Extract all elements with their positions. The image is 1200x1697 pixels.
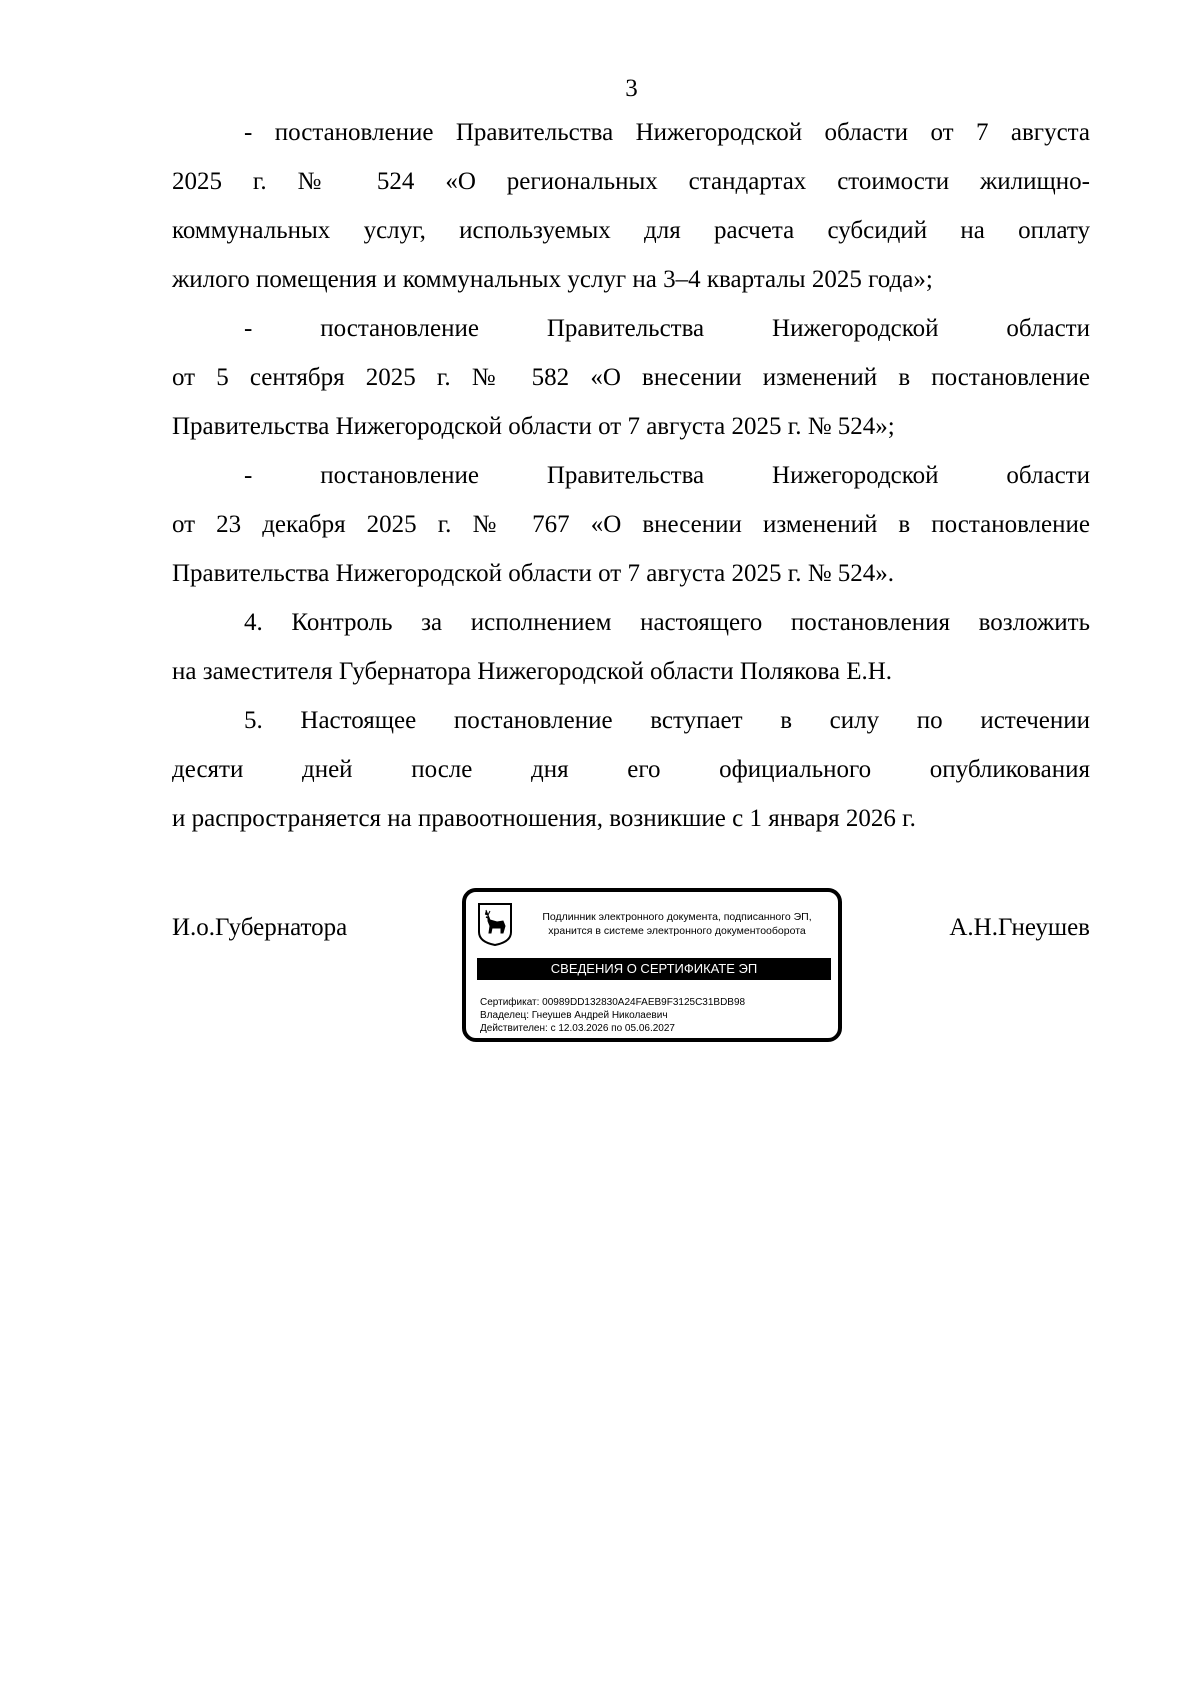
electronic-signature-stamp [462, 888, 842, 1042]
text-line: 5. Настоящее постановление вступает в силу по истечении [244, 707, 1090, 734]
certificate-owner: Владелец: Гнеушев Андрей Николаевич [480, 1010, 668, 1021]
document-body [172, 108, 1090, 843]
paragraph-effective-date [172, 696, 1090, 843]
text-line: от 23 декабря 2025 г. № 767 «О внесении изменений в постановление [172, 511, 1090, 538]
signatory-name: А.Н.Гнеушев [949, 914, 1090, 941]
text-line: на заместителя Губернатора Нижегородской области Полякова Е.Н. [172, 658, 893, 685]
paragraph-item-2 [172, 304, 1090, 451]
certificate-validity: Действителен: с 12.03.2026 по 05.06.2027 [480, 1023, 675, 1034]
deer-emblem-icon [477, 902, 513, 946]
text-line: от 5 сентября 2025 г. № 582 «О внесении изменений в постановление [172, 364, 1090, 391]
certificate-details [480, 996, 745, 1035]
text-line: - постановление Правительства Нижегородской области от 7 августа [244, 119, 1090, 146]
text-line: десяти дней после дня его официального опубликования [172, 756, 1090, 783]
text-line: и распространяется на правоотношения, возникшие с 1 января 2026 г. [172, 805, 916, 832]
page-number: 3 [625, 75, 638, 102]
text-line: - постановление Правительства Нижегородской области [244, 315, 1090, 342]
stamp-note [532, 910, 822, 938]
paragraph-item-3 [172, 451, 1090, 598]
paragraph-control [172, 598, 1090, 696]
stamp-note-line: хранится в системе электронного документооборота [548, 925, 806, 937]
text-line: Правительства Нижегородской области от 7 августа 2025 г. № 524». [172, 560, 895, 587]
text-line: - постановление Правительства Нижегородской области [244, 462, 1090, 489]
text-line: 2025 г. № 524 «О региональных стандартах стоимости жилищно- [172, 168, 1090, 195]
signatory-title: И.о.Губернатора [172, 914, 348, 941]
certificate-header: СВЕДЕНИЯ О СЕРТИФИКАТЕ ЭП [477, 958, 831, 980]
text-line: 4. Контроль за исполнением настоящего постановления возложить [244, 609, 1090, 636]
certificate-number: Сертификат: 00989DD132830A24FAEB9F3125C31BDB98 [480, 997, 746, 1008]
signature-block [172, 888, 1090, 1048]
text-line: жилого помещения и коммунальных услуг на 3–4 кварталы 2025 года»; [172, 266, 933, 293]
text-line: коммунальных услуг, используемых для расчета субсидий на оплату [172, 217, 1090, 244]
stamp-note-line: Подлинник электронного документа, подписанного ЭП, [542, 911, 812, 923]
paragraph-item-1 [172, 108, 1090, 304]
text-line: Правительства Нижегородской области от 7 августа 2025 г. № 524»; [172, 413, 895, 440]
